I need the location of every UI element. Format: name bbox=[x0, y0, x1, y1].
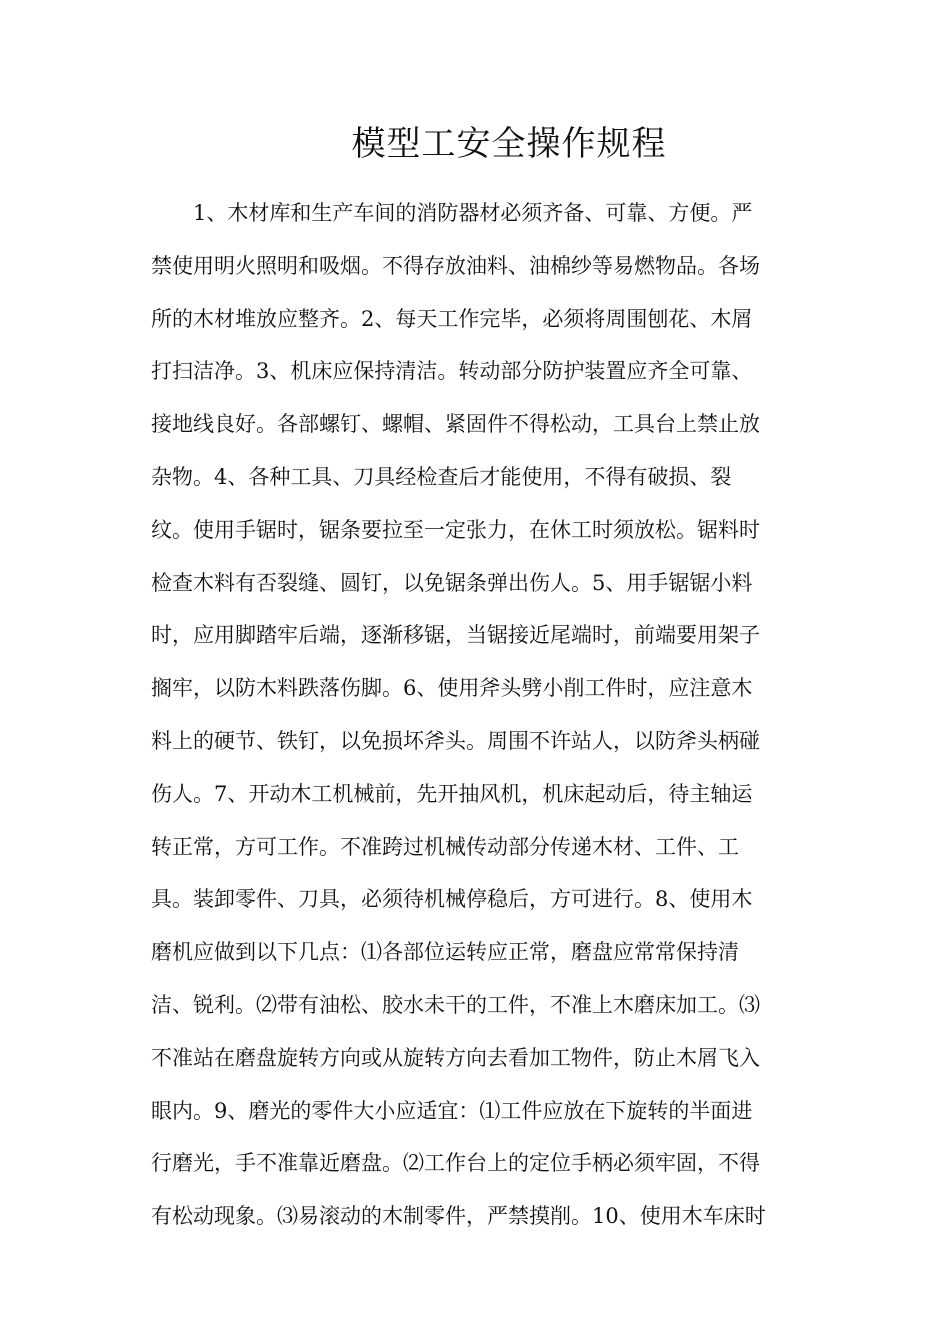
body-line: 伤人。7、开动木工机械前，先开抽风机，机床起动后，待主轴运 bbox=[151, 781, 753, 806]
body-line: 具。装卸零件、刀具，必须待机械停稳后，方可进行。8、使用木 bbox=[151, 887, 753, 912]
body-line: 杂物。4、各种工具、刀具经检查后才能使用，不得有破损、裂 bbox=[151, 464, 732, 489]
body-line: 纹。使用手锯时，锯条要拉至一定张力，在休工时须放松。锯料时 bbox=[151, 517, 760, 542]
body-line: 有松动现象。⑶易滚动的木制零件，严禁摸削。10、使用木车床时 bbox=[151, 1204, 766, 1229]
body-line: 接地线良好。各部螺钉、螺帽、紧固件不得松动，工具台上禁止放 bbox=[151, 412, 760, 437]
body-line: 时，应用脚踏牢后端，逐渐移锯，当锯接近尾端时，前端要用架子 bbox=[151, 623, 760, 648]
document-body bbox=[151, 187, 811, 1243]
document-title: 模型工安全操作规程 bbox=[351, 124, 667, 164]
body-line: 检查木料有否裂缝、圆钉，以免锯条弹出伤人。5、用手锯锯小料 bbox=[151, 570, 753, 595]
body-line: 磨机应做到以下几点：⑴各部位运转应正常，磨盘应常常保持清 bbox=[151, 940, 739, 965]
body-line: 1、木材库和生产车间的消防器材必须齐备、可靠、方便。严 bbox=[193, 201, 753, 225]
body-line: 料上的硬节、铁钉，以免损坏斧头。周围不许站人，以防斧头柄碰 bbox=[151, 728, 760, 753]
body-line: 洁、锐利。⑵带有油松、胶水未干的工件，不准上木磨床加工。⑶ bbox=[151, 992, 760, 1017]
body-line: 转正常，方可工作。不准跨过机械传动部分传递木材、工件、工 bbox=[151, 834, 739, 859]
body-line: 打扫洁净。3、机床应保持清洁。转动部分防护装置应齐全可靠、 bbox=[151, 359, 753, 384]
body-line: 搁牢，以防木料跌落伤脚。6、使用斧头劈小削工件时，应注意木 bbox=[151, 676, 753, 701]
body-line: 不准站在磨盘旋转方向或从旋转方向去看加工物件，防止木屑飞入 bbox=[151, 1045, 760, 1070]
body-line: 眼内。9、磨光的零件大小应适宜：⑴工件应放在下旋转的半面进 bbox=[151, 1098, 753, 1123]
body-line: 行磨光，手不准靠近磨盘。⑵工作台上的定位手柄必须牢固，不得 bbox=[151, 1151, 760, 1176]
body-line: 禁使用明火照明和吸烟。不得存放油料、油棉纱等易燃物品。各场 bbox=[151, 253, 760, 278]
body-line: 所的木材堆放应整齐。2、每天工作完毕，必须将周围刨花、木屑 bbox=[151, 306, 753, 331]
